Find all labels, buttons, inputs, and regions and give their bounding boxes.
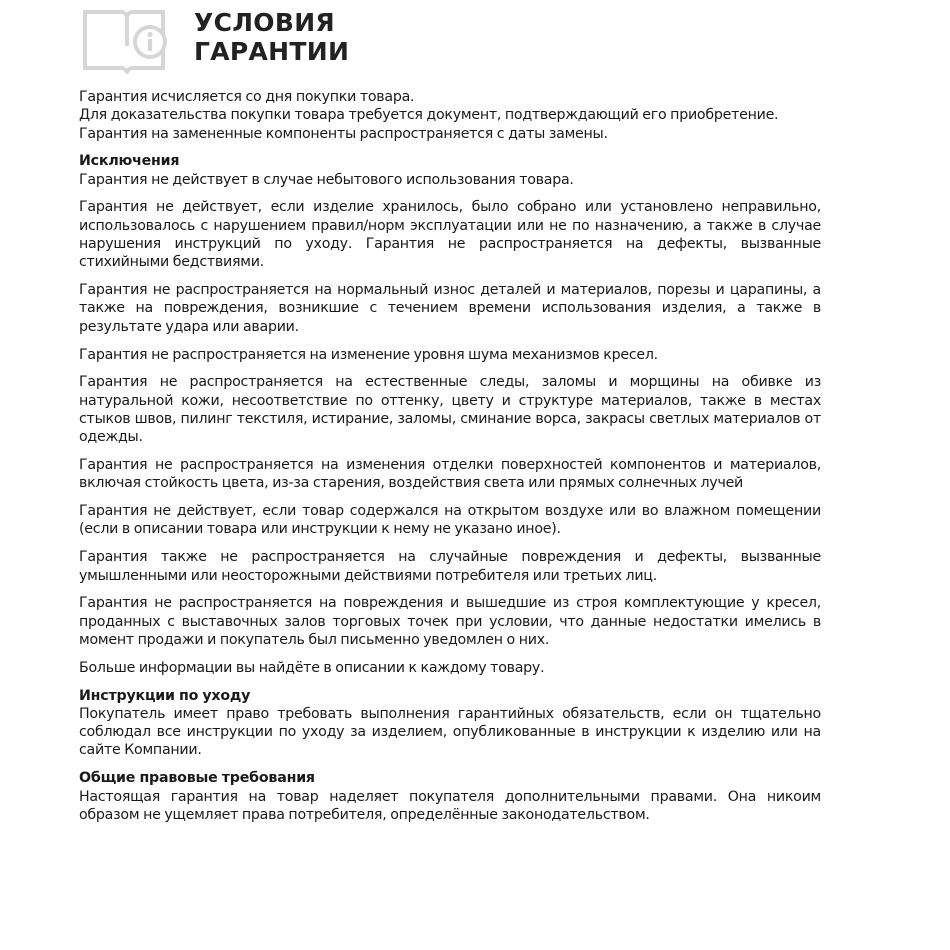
- title-line-2: ГАРАНТИИ: [194, 37, 350, 66]
- exclusions-paragraph-3: Гарантия не распространяется на нормальный износ деталей и материалов, порезы и царапины, а также на повреждения, возникшие с течением времени использования изделия, а также в результате удара или аварии.: [79, 282, 821, 335]
- exclusions-paragraph-9: Гарантия не распространяется на повреждения и вышедшие из строя комплектующие у кресел, проданных с выставочных залов торговых точек при условии, что данные недостатки имелись в момент продажи и покупатель был письменно уведомлен о них.: [79, 595, 821, 648]
- care-paragraph: Покупатель имеет право требовать выполнения гарантийных обязательств, если он тщательно соблюдал все инструкции по уходу за изделием, опубликованные в инструкции к изделию или на сайте Компании.: [79, 705, 821, 759]
- exclusions-paragraph-6: Гарантия не распространяется на изменения отделки поверхностей компонентов и материалов, включая стойкость цвета, из-за старения, воздействия света или прямых солнечных лучей: [79, 457, 821, 492]
- exclusions-paragraph-5: Гарантия не распространяется на естественные следы, заломы и морщины на обивке из натуральной кожи, несоответствие по оттенку, цвету и структуре материалов, также в местах стыков швов, пилинг текстиля, истирание, заломы, сминание ворса, закрасы светлых материалов от одежды.: [79, 374, 821, 446]
- legal-heading: Общие правовые требования: [79, 770, 315, 787]
- exclusions-paragraph-4: Гарантия не распространяется на изменение уровня шума механизмов кресел.: [79, 346, 658, 363]
- title-line-1: УСЛОВИЯ: [194, 8, 335, 37]
- warranty-text: [79, 88, 821, 834]
- intro-line-2: Для доказательства покупки товара требуется документ, подтверждающий его приобретение.: [79, 107, 779, 124]
- legal-paragraph: Настоящая гарантия на товар наделяет покупателя дополнительными правами. Она никоим образом не ущемляет права потребителя, определённые законодательством.: [79, 788, 821, 823]
- exclusions-paragraph-1: Гарантия не действует в случае небытового использования товара.: [79, 171, 574, 188]
- intro-line-1: Гарантия исчисляется со дня покупки товара.: [79, 89, 415, 105]
- exclusions-paragraph-10: Больше информации вы найдёте в описании к каждому товару.: [79, 659, 545, 676]
- exclusions-heading: Исключения: [79, 153, 180, 170]
- exclusions-paragraph-7: Гарантия не действует, если товар содержался на открытом воздухе или во влажном помещении (если в описании товара или инструкции к нему не указано иное).: [79, 503, 821, 538]
- page-title: [194, 8, 494, 66]
- intro-line-3: Гарантия на замененные компоненты распространяется с даты замены.: [79, 125, 608, 142]
- info-book-icon: [82, 6, 172, 74]
- exclusions-paragraph-8: Гарантия также не распространяется на случайные повреждения и дефекты, вызванные умышленными или неосторожными действиями потребителя или третьих лиц.: [79, 549, 821, 584]
- care-heading: Инструкции по уходу: [79, 687, 251, 704]
- exclusions-paragraph-2: Гарантия не действует, если изделие хранилось, было собрано или установлено неправильно, использовалось с нарушением правил/норм эксплуатации или не по назначению, а также в случае нарушения инструкций по уходу. Гарантия не распространяется на дефекты, вызванные стихийными бедствиями.: [79, 199, 821, 271]
